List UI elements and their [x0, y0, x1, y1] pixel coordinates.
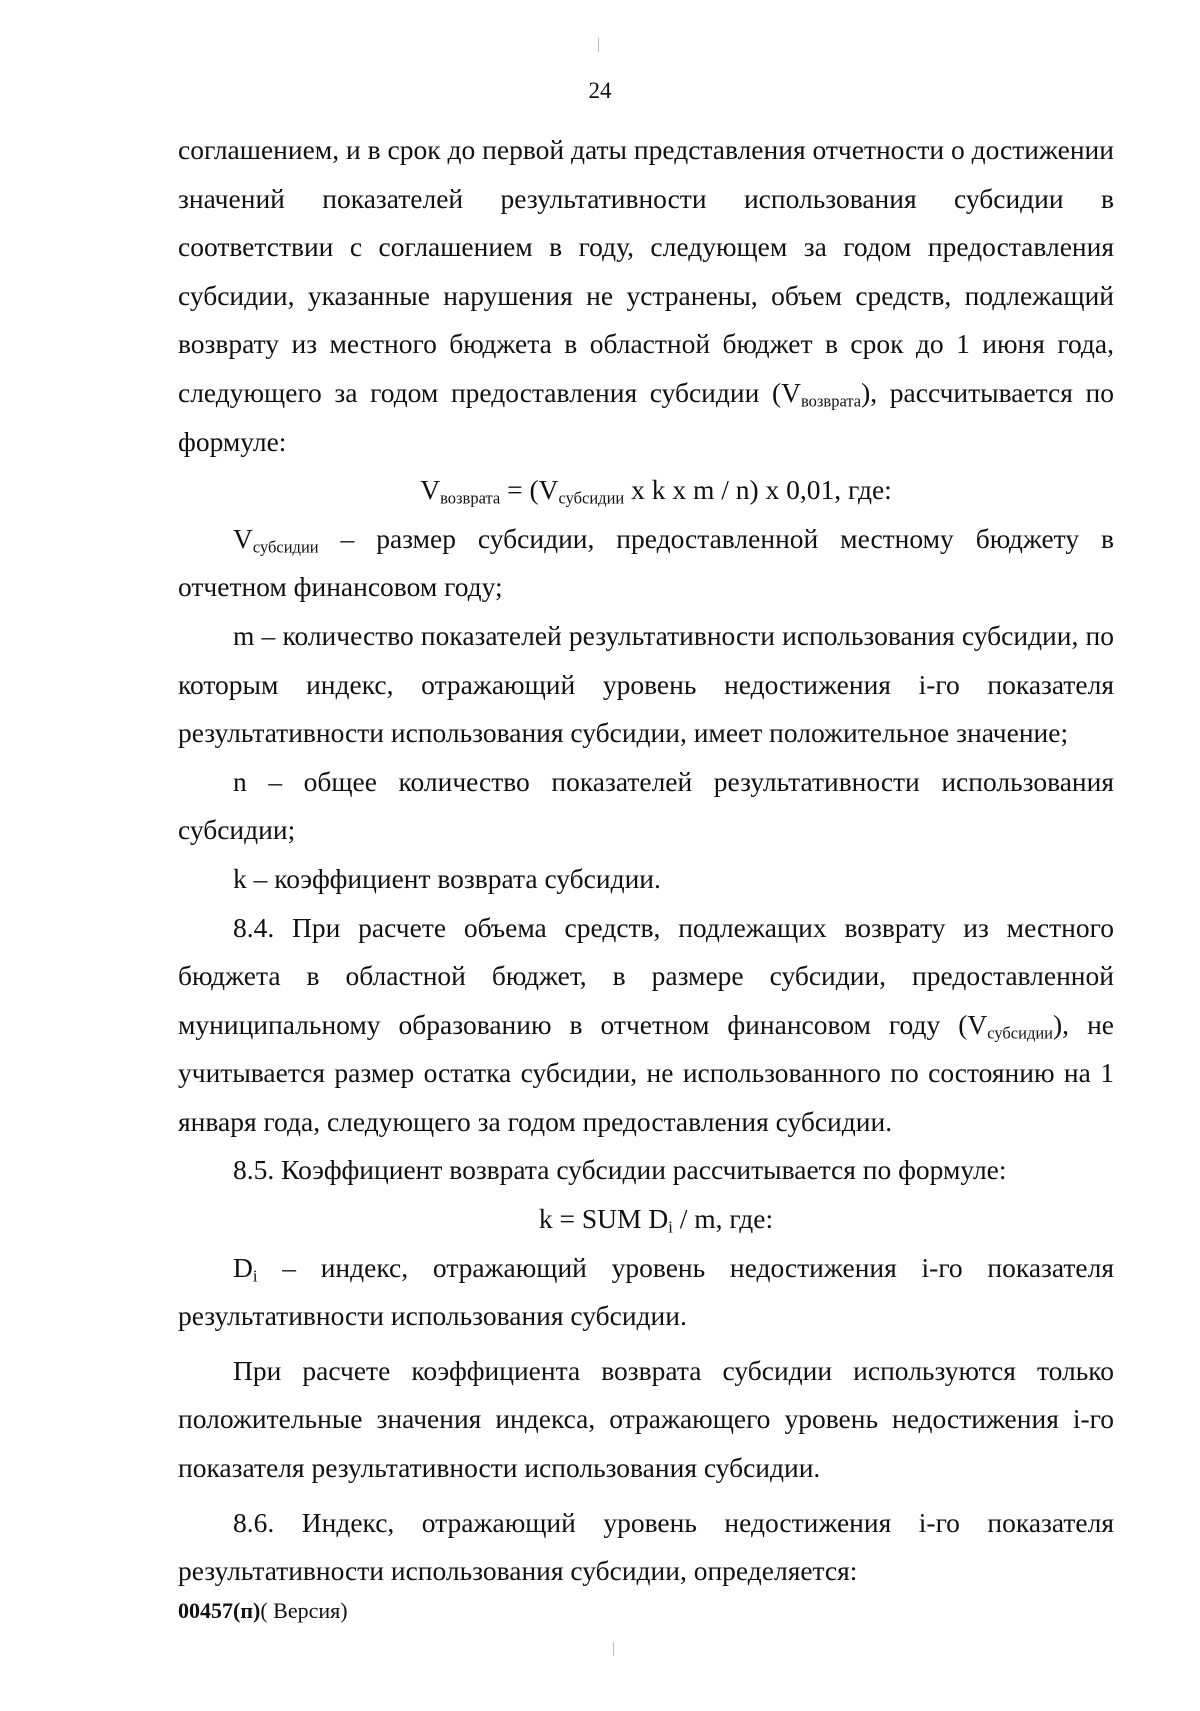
document-footer	[178, 1598, 348, 1624]
definition-k: k – коэффициент возврата субсидии.	[233, 862, 661, 894]
scan-mark-bottom	[613, 1642, 614, 1656]
document-code: 00457(п)	[178, 1598, 261, 1623]
formula-return-volume: $V_{возврата} = (V_{субсидии}$ x k x m / n) x 0,01, где:	[420, 474, 892, 508]
definition-d-i: $D_i$ – индекс, отражающий уровень недостижения i-го показателя результативности использования субсидии.	[178, 1251, 1114, 1332]
scan-mark-top	[598, 38, 599, 52]
document-version: ( Версия)	[260, 1598, 348, 1623]
document-body	[178, 126, 1114, 1596]
formula-return-coefficient: k = SUM $D_i$ / m, где:	[538, 1203, 774, 1237]
paragraph-continuation: соглашением, и в срок до первой даты представления отчетности о достижении значений показателей результативности использования субсидии в соответствии с соглашением в году, следующем за годом предоставления субсидии, указанные нарушения не устранены, объем средств, подлежащий возврату из местного бюджета в областной бюджет в срок до 1 июня года, следующего за годом предоставления субсидии $(V_{возврата})$, рассчитывается по формуле:	[178, 134, 1114, 457]
definition-v-subsidy: $V_{субсидии}$ – размер субсидии, предоставленной местному бюджету в отчетном финансовом году;	[178, 522, 1114, 603]
paragraph-positive-values: При расчете коэффициента возврата субсидии используются только положительные значения индекса, отражающего уровень недостижения i-го показателя результативности использования субсидии.	[178, 1354, 1114, 1484]
definition-m: m – количество показателей результативности использования субсидии, по которым индекс, отражающий уровень недостижения i-го показателя результативности использования субсидии, имеет положительное значение;	[178, 619, 1114, 749]
definition-n: n – общее количество показателей результативности использования субсидии;	[178, 765, 1114, 846]
clause-8-5: 8.5. Коэффициент возврата субсидии рассчитывается по формуле:	[233, 1154, 1007, 1186]
page-number: 24	[588, 78, 612, 103]
clause-8-6: 8.6. Индекс, отражающий уровень недостижения i-го показателя результативности использования субсидии, определяется:	[178, 1506, 1114, 1587]
clause-8-4: 8.4. При расчете объема средств, подлежащих возврату из местного бюджета в областной бюджет, в размере субсидии, предоставленной муниципальному образованию в отчетном финансовом году $(V_{субсидии})$, не учитывается размер остатка субсидии, не использованного по состоянию на 1 января года, следующего за годом предоставления субсидии.	[178, 911, 1114, 1137]
